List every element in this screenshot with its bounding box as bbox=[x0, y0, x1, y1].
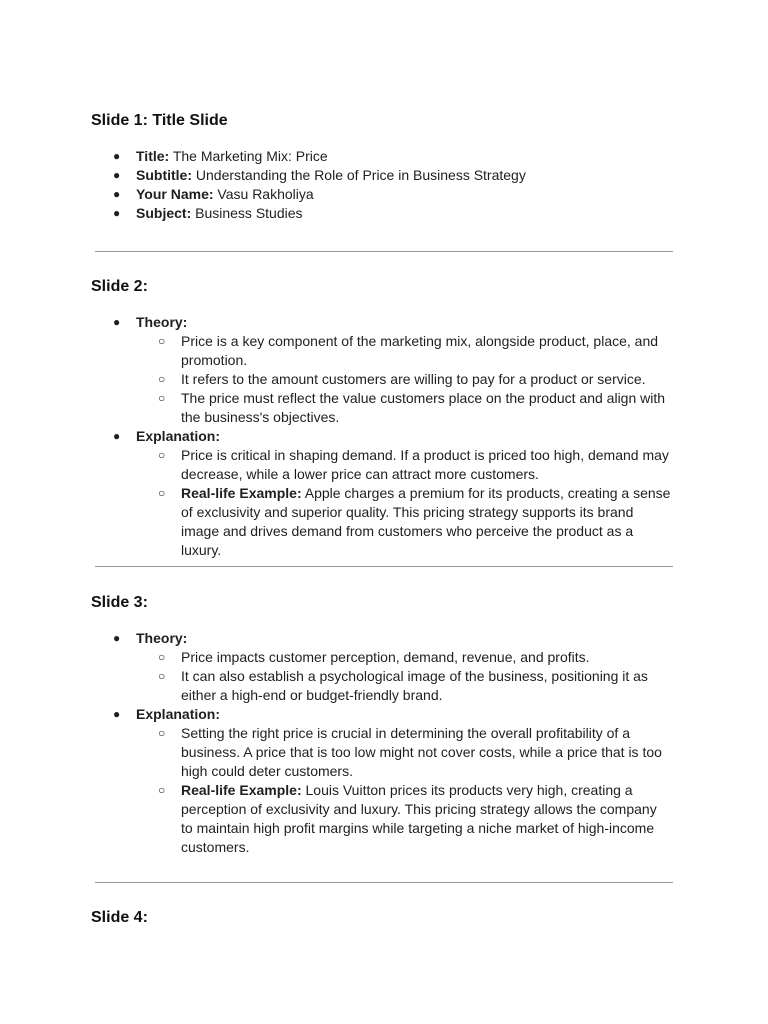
sub-bullet-icon: ○ bbox=[158, 372, 166, 386]
theory-point bbox=[0, 389, 671, 427]
example-point bbox=[0, 781, 671, 857]
item-text: The Marketing Mix: Price bbox=[169, 148, 328, 164]
theory-point-text: Price impacts customer perception, demand, revenue, and profits. bbox=[181, 649, 590, 665]
bullet-icon: ● bbox=[113, 707, 121, 721]
bullet-icon: ● bbox=[113, 429, 121, 443]
slide-1-list bbox=[0, 147, 768, 223]
list-item-title bbox=[0, 147, 676, 166]
item-label: Subtitle: bbox=[136, 167, 192, 183]
theory-label: Theory: bbox=[136, 314, 188, 330]
horizontal-rule bbox=[95, 251, 673, 252]
theory-point bbox=[0, 648, 671, 667]
example-text: Louis Vuitton prices its products very high, creating a perception of exclusivity and luxury. This pricing strategy allows the company to maintain high profit margins while targeting a niche market of high-income customers. bbox=[181, 782, 657, 855]
example-label: Real-life Example: bbox=[181, 485, 302, 501]
theory-point bbox=[0, 667, 671, 705]
theory-heading bbox=[0, 629, 676, 648]
bullet-icon: ● bbox=[113, 168, 121, 182]
item-text: Business Studies bbox=[191, 205, 303, 221]
bullet-icon: ● bbox=[113, 187, 121, 201]
theory-point bbox=[0, 370, 671, 389]
theory-label: Theory: bbox=[136, 630, 188, 646]
list-item-subtitle bbox=[0, 166, 676, 185]
item-label: Subject: bbox=[136, 205, 192, 221]
slide-3-heading: Slide 3: bbox=[91, 594, 148, 611]
item-text: Understanding the Role of Price in Business Strategy bbox=[192, 167, 526, 183]
theory-point-text: It can also establish a psychological image of the business, positioning it as either a high-end or budget-friendly brand. bbox=[181, 668, 648, 703]
sub-bullet-icon: ○ bbox=[158, 783, 166, 797]
explanation-point bbox=[0, 446, 671, 484]
explanation-label: Explanation: bbox=[136, 428, 221, 444]
item-text: Vasu Rakholiya bbox=[213, 186, 314, 202]
theory-point-text: Price is a key component of the marketing mix, alongside product, place, and promotion. bbox=[181, 333, 659, 368]
slide-2-heading: Slide 2: bbox=[91, 278, 148, 295]
bullet-icon: ● bbox=[113, 631, 121, 645]
list-item-name bbox=[0, 185, 676, 204]
sub-bullet-icon: ○ bbox=[158, 669, 166, 683]
sub-bullet-icon: ○ bbox=[158, 391, 166, 405]
theory-heading bbox=[0, 313, 676, 332]
item-label: Title: bbox=[136, 148, 170, 164]
slide-2-list bbox=[0, 313, 768, 560]
item-label: Your Name: bbox=[136, 186, 214, 202]
theory-point bbox=[0, 332, 671, 370]
theory-point-text: The price must reflect the value customers place on the product and align with the business's objectives. bbox=[181, 390, 666, 425]
sub-bullet-icon: ○ bbox=[158, 486, 166, 500]
slide-4-heading: Slide 4: bbox=[91, 909, 148, 926]
sub-bullet-icon: ○ bbox=[158, 726, 166, 740]
bullet-icon: ● bbox=[113, 149, 121, 163]
bullet-icon: ● bbox=[113, 315, 121, 329]
horizontal-rule bbox=[95, 882, 673, 883]
explanation-heading bbox=[0, 427, 676, 446]
explanation-text: Price is critical in shaping demand. If a product is priced too high, demand may decrease, while a lower price can attract more customers. bbox=[181, 447, 669, 482]
example-label: Real-life Example: bbox=[181, 782, 302, 798]
slide-3-list bbox=[0, 629, 768, 857]
explanation-label: Explanation: bbox=[136, 706, 221, 722]
slide-1-heading: Slide 1: Title Slide bbox=[91, 112, 228, 129]
list-item-subject bbox=[0, 204, 676, 223]
sub-bullet-icon: ○ bbox=[158, 334, 166, 348]
bullet-icon: ● bbox=[113, 206, 121, 220]
sub-bullet-icon: ○ bbox=[158, 448, 166, 462]
horizontal-rule bbox=[95, 566, 673, 567]
example-point bbox=[0, 484, 671, 560]
explanation-text: Setting the right price is crucial in determining the overall profitability of a business. A price that is too low might not cover costs, while a price that is too high could deter customers. bbox=[181, 725, 662, 779]
explanation-heading bbox=[0, 705, 676, 724]
sub-bullet-icon: ○ bbox=[158, 650, 166, 664]
explanation-point bbox=[0, 724, 671, 781]
theory-point-text: It refers to the amount customers are willing to pay for a product or service. bbox=[181, 371, 646, 387]
example-text: Apple charges a premium for its products, creating a sense of exclusivity and superior quality. This pricing strategy supports its brand image and drives demand from customers who perceive the product as a luxury. bbox=[181, 485, 671, 558]
